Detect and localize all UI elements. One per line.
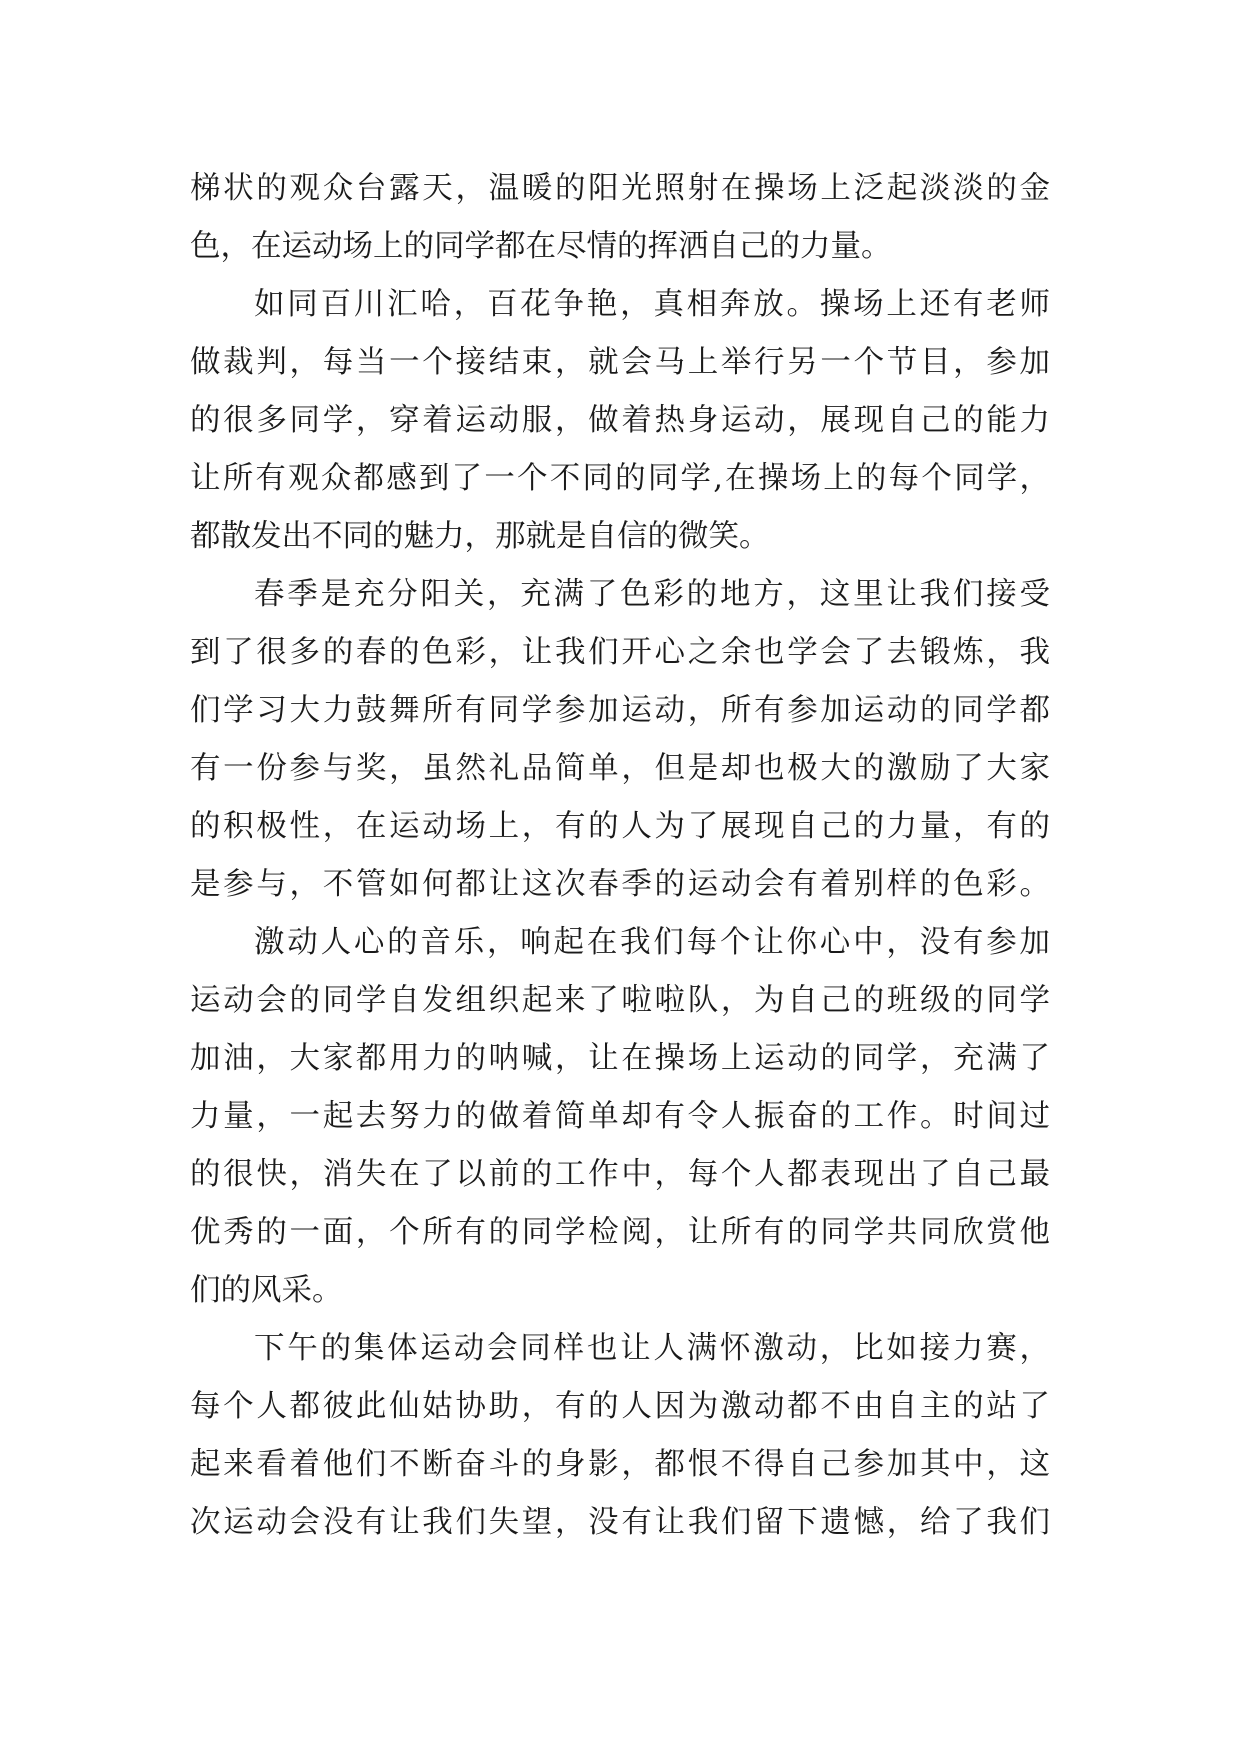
text-line: 们学习大力鼓舞所有同学参加运动，所有参加运动的同学都 [190,693,1050,728]
text-line: 的积极性，在运动场上，有的人为了展现自己的力量，有的 [190,809,1050,844]
text-line: 们的风采。 [190,1273,343,1308]
text-line: 起来看着他们不断奋斗的身影，都恨不得自己参加其中，这 [190,1447,1050,1482]
text-line: 加油，大家都用力的呐喊，让在操场上运动的同学，充满了 [190,1041,1050,1076]
text-line: 梯状的观众台露天，温暖的阳光照射在操场上泛起淡淡的金 [190,171,1050,206]
text-line: 有一份参与奖，虽然礼品简单，但是却也极大的激励了大家 [190,751,1050,786]
text-line: 每个人都彼此仙姑协助，有的人因为激动都不由自主的站了 [190,1389,1050,1424]
text-line: 如同百川汇哈，百花争艳，真相奔放。操场上还有老师 [254,287,1050,322]
text-line: 做裁判，每当一个接结束，就会马上举行另一个节目，参加 [190,345,1050,380]
text-line: 色，在运动场上的同学都在尽情的挥洒自己的力量。 [190,229,892,264]
text-line: 都散发出不同的魅力，那就是自信的微笑。 [190,519,770,554]
text-line: 力量，一起去努力的做着简单却有令人振奋的工作。时间过 [190,1099,1050,1134]
document-body [190,160,1050,1552]
text-line: 次运动会没有让我们失望，没有让我们留下遗憾，给了我们 [190,1505,1050,1540]
text-line: 下午的集体运动会同样也让人满怀激动，比如接力赛， [254,1331,1050,1366]
text-line: 到了很多的春的色彩，让我们开心之余也学会了去锻炼，我 [190,635,1050,670]
text-line: 运动会的同学自发组织起来了啦啦队，为自己的班级的同学 [190,983,1050,1018]
text-line: 激动人心的音乐，响起在我们每个让你心中，没有参加 [254,925,1050,960]
text-line: 的很快，消失在了以前的工作中，每个人都表现出了自己最 [190,1157,1050,1192]
text-line: 是参与，不管如何都让这次春季的运动会有着别样的色彩。 [190,867,1050,902]
text-line: 春季是充分阳关，充满了色彩的地方，这里让我们接受 [254,577,1050,612]
text-line: 优秀的一面，个所有的同学检阅，让所有的同学共同欣赏他 [190,1215,1050,1250]
text-line: 让所有观众都感到了一个不同的同学,在操场上的每个同学， [190,461,1050,496]
text-line: 的很多同学，穿着运动服，做着热身运动，展现自己的能力 [190,403,1050,438]
